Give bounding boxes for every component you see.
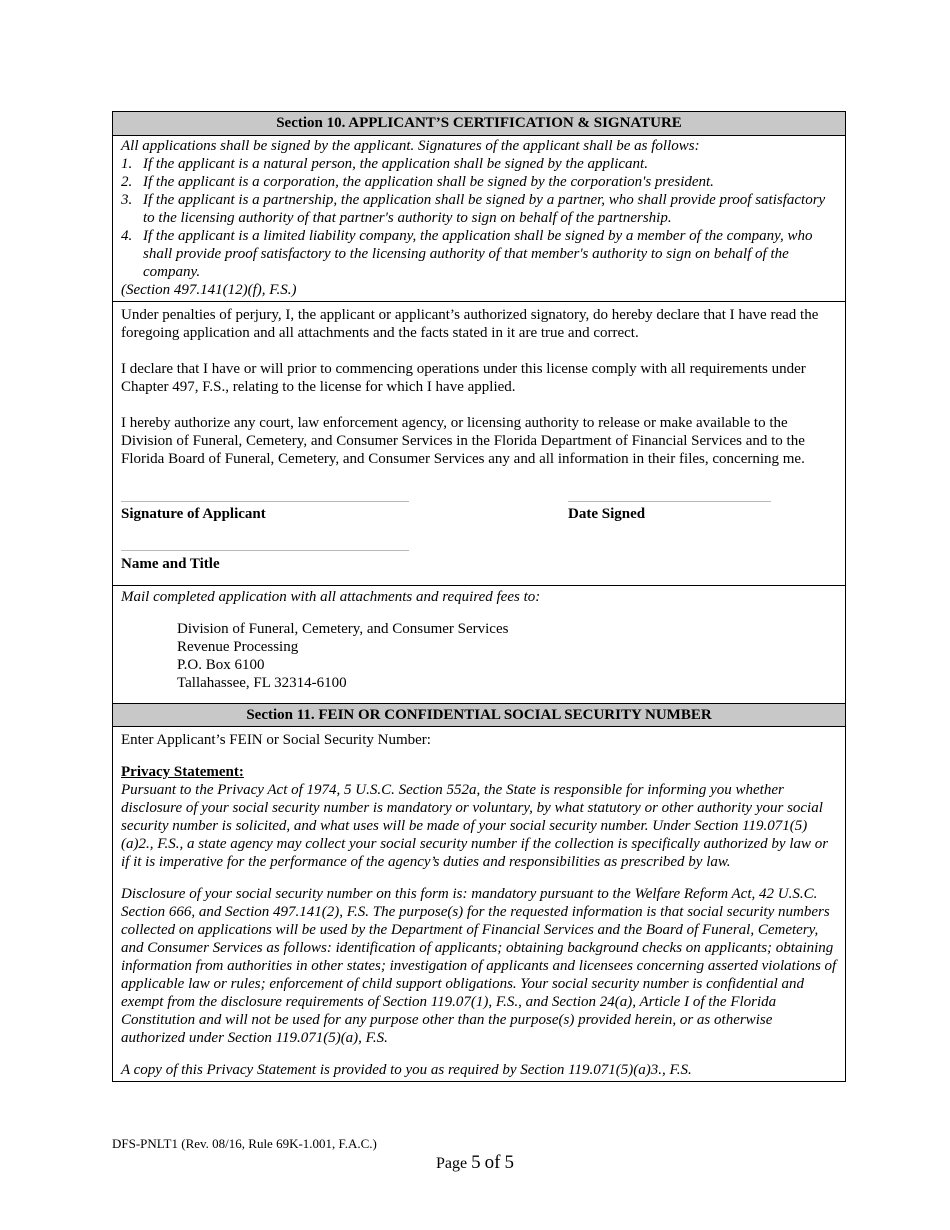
signature-label: Signature of Applicant bbox=[121, 506, 266, 522]
declaration-authorization: I hereby authorize any court, law enforcement agency, or licensing authority to release or make available to the Division of Funeral, Cemetery, and Consumer Services in the Florida Department of Financial Services and to the Florida Board of Funeral, Cemetery, and Consumer Services any and all information in their files, concerning me. bbox=[121, 415, 805, 467]
rule-text: If the applicant is a natural person, the application shall be signed by the applicant. bbox=[143, 156, 648, 172]
page-word: Page bbox=[436, 1155, 468, 1172]
rule-item bbox=[121, 173, 837, 191]
section-11-header: Section 11. FEIN OR CONFIDENTIAL SOCIAL SECURITY NUMBER bbox=[113, 703, 845, 726]
rule-item bbox=[121, 227, 837, 281]
name-title-line[interactable] bbox=[121, 550, 409, 551]
rule-number: 2. bbox=[121, 174, 133, 190]
privacy-paragraph-2: Disclosure of your social security number on this form is: mandatory pursuant to the Welfare Reform Act, 42 U.S.C. Section 666, and Section 497.141(2), F.S. The purpose(s) for the requested information is that social security numbers collected on applications will be used by the Department of Financial Services and the Board of Funeral, Cemetery, and Consumer Services as follows: identification of applicants; obtaining background checks on applicants; obtaining information from authorities in other states; investigation of applicants and licensees concerning asserted violations of applicable law or rules; enforcement of child support obligations. Your social security number is confidential and exempt from the disclosure requirements of Section 119.07(1), F.S., and Section 24(a), Article I of the Florida Constitution and will not be used for any purpose other than the purpose(s) provided herein, or as otherwise authorized under Section 119.071(5)(a), F.S. bbox=[121, 886, 837, 1046]
date-signed-line[interactable] bbox=[568, 501, 771, 502]
page-number bbox=[0, 1153, 950, 1174]
privacy-heading: Privacy Statement: bbox=[121, 764, 244, 780]
privacy-paragraph-1: Pursuant to the Privacy Act of 1974, 5 U.S.C. Section 552a, the State is responsible for informing you whether disclosure of your social security number is mandatory or voluntary, by what statutory or other authority your social security number is solicited, and what uses will be made of your social security number. Under Section 119.071(5)(a)2., F.S., a state agency may collect your social security number if the collection is specifically authorized by law or if it is imperative for the performance of the agency’s duties and responsibilities as prescribed by law. bbox=[121, 782, 829, 870]
section-10-header: Section 10. APPLICANT’S CERTIFICATION & SIGNATURE bbox=[113, 112, 845, 135]
date-signed-label: Date Signed bbox=[568, 506, 646, 522]
declaration-compliance: I declare that I have or will prior to commencing operations under this license comply with all requirements under Chapter 497, F.S., relating to the license for which I have applied. bbox=[121, 361, 806, 395]
rules-intro: All applications shall be signed by the applicant. Signatures of the applicant shall be as follows: bbox=[121, 138, 700, 154]
signature-rules bbox=[113, 135, 845, 301]
rule-number: 3. bbox=[121, 192, 133, 208]
fein-prompt[interactable]: Enter Applicant’s FEIN or Social Security Number: bbox=[121, 732, 431, 748]
mail-instruction: Mail completed application with all attachments and required fees to: bbox=[121, 589, 541, 605]
rule-number: 4. bbox=[121, 228, 133, 244]
page-current: 5 bbox=[471, 1152, 481, 1173]
fein-block bbox=[113, 726, 845, 1081]
rule-text: If the applicant is a limited liability company, the application shall be signed by a member of the company, who shall provide proof satisfactory to the licensing authority of that member's authority to sign on behalf of the company. bbox=[143, 228, 813, 280]
address-line: Division of Funeral, Cemetery, and Consumer Services bbox=[177, 621, 509, 637]
address-line: Revenue Processing bbox=[177, 639, 299, 655]
rule-item bbox=[121, 191, 837, 227]
rule-item bbox=[121, 155, 837, 173]
application-form bbox=[112, 111, 846, 1082]
certification-block bbox=[113, 301, 845, 585]
rule-text: If the applicant is a corporation, the application shall be signed by the corporation's president. bbox=[143, 174, 714, 190]
address-line: P.O. Box 6100 bbox=[177, 657, 265, 673]
signature-line[interactable] bbox=[121, 501, 409, 502]
form-identifier: DFS-PNLT1 (Rev. 08/16, Rule 69K-1.001, F.A.C.) bbox=[112, 1136, 377, 1151]
page-total: 5 bbox=[504, 1152, 514, 1173]
mailing-block bbox=[113, 585, 845, 703]
signature-area bbox=[121, 468, 837, 585]
privacy-paragraph-3: A copy of this Privacy Statement is provided to you as required by Section 119.071(5)(a)3., F.S. bbox=[121, 1062, 692, 1078]
mailing-address bbox=[121, 620, 837, 692]
declaration-perjury: Under penalties of perjury, I, the applicant or applicant’s authorized signatory, do hereby declare that I have read the foregoing application and all attachments and the facts stated in it are true and correct. bbox=[121, 307, 819, 341]
rule-text: If the applicant is a partnership, the application shall be signed by a partner, who shall provide proof satisfactory to the licensing authority of that partner's authority to sign on behalf of the partnership. bbox=[143, 192, 826, 226]
name-title-label: Name and Title bbox=[121, 556, 220, 572]
rule-number: 1. bbox=[121, 156, 133, 172]
rules-citation: (Section 497.141(12)(f), F.S.) bbox=[121, 282, 297, 298]
page-of: of bbox=[484, 1152, 501, 1173]
address-line: Tallahassee, FL 32314-6100 bbox=[177, 675, 347, 691]
